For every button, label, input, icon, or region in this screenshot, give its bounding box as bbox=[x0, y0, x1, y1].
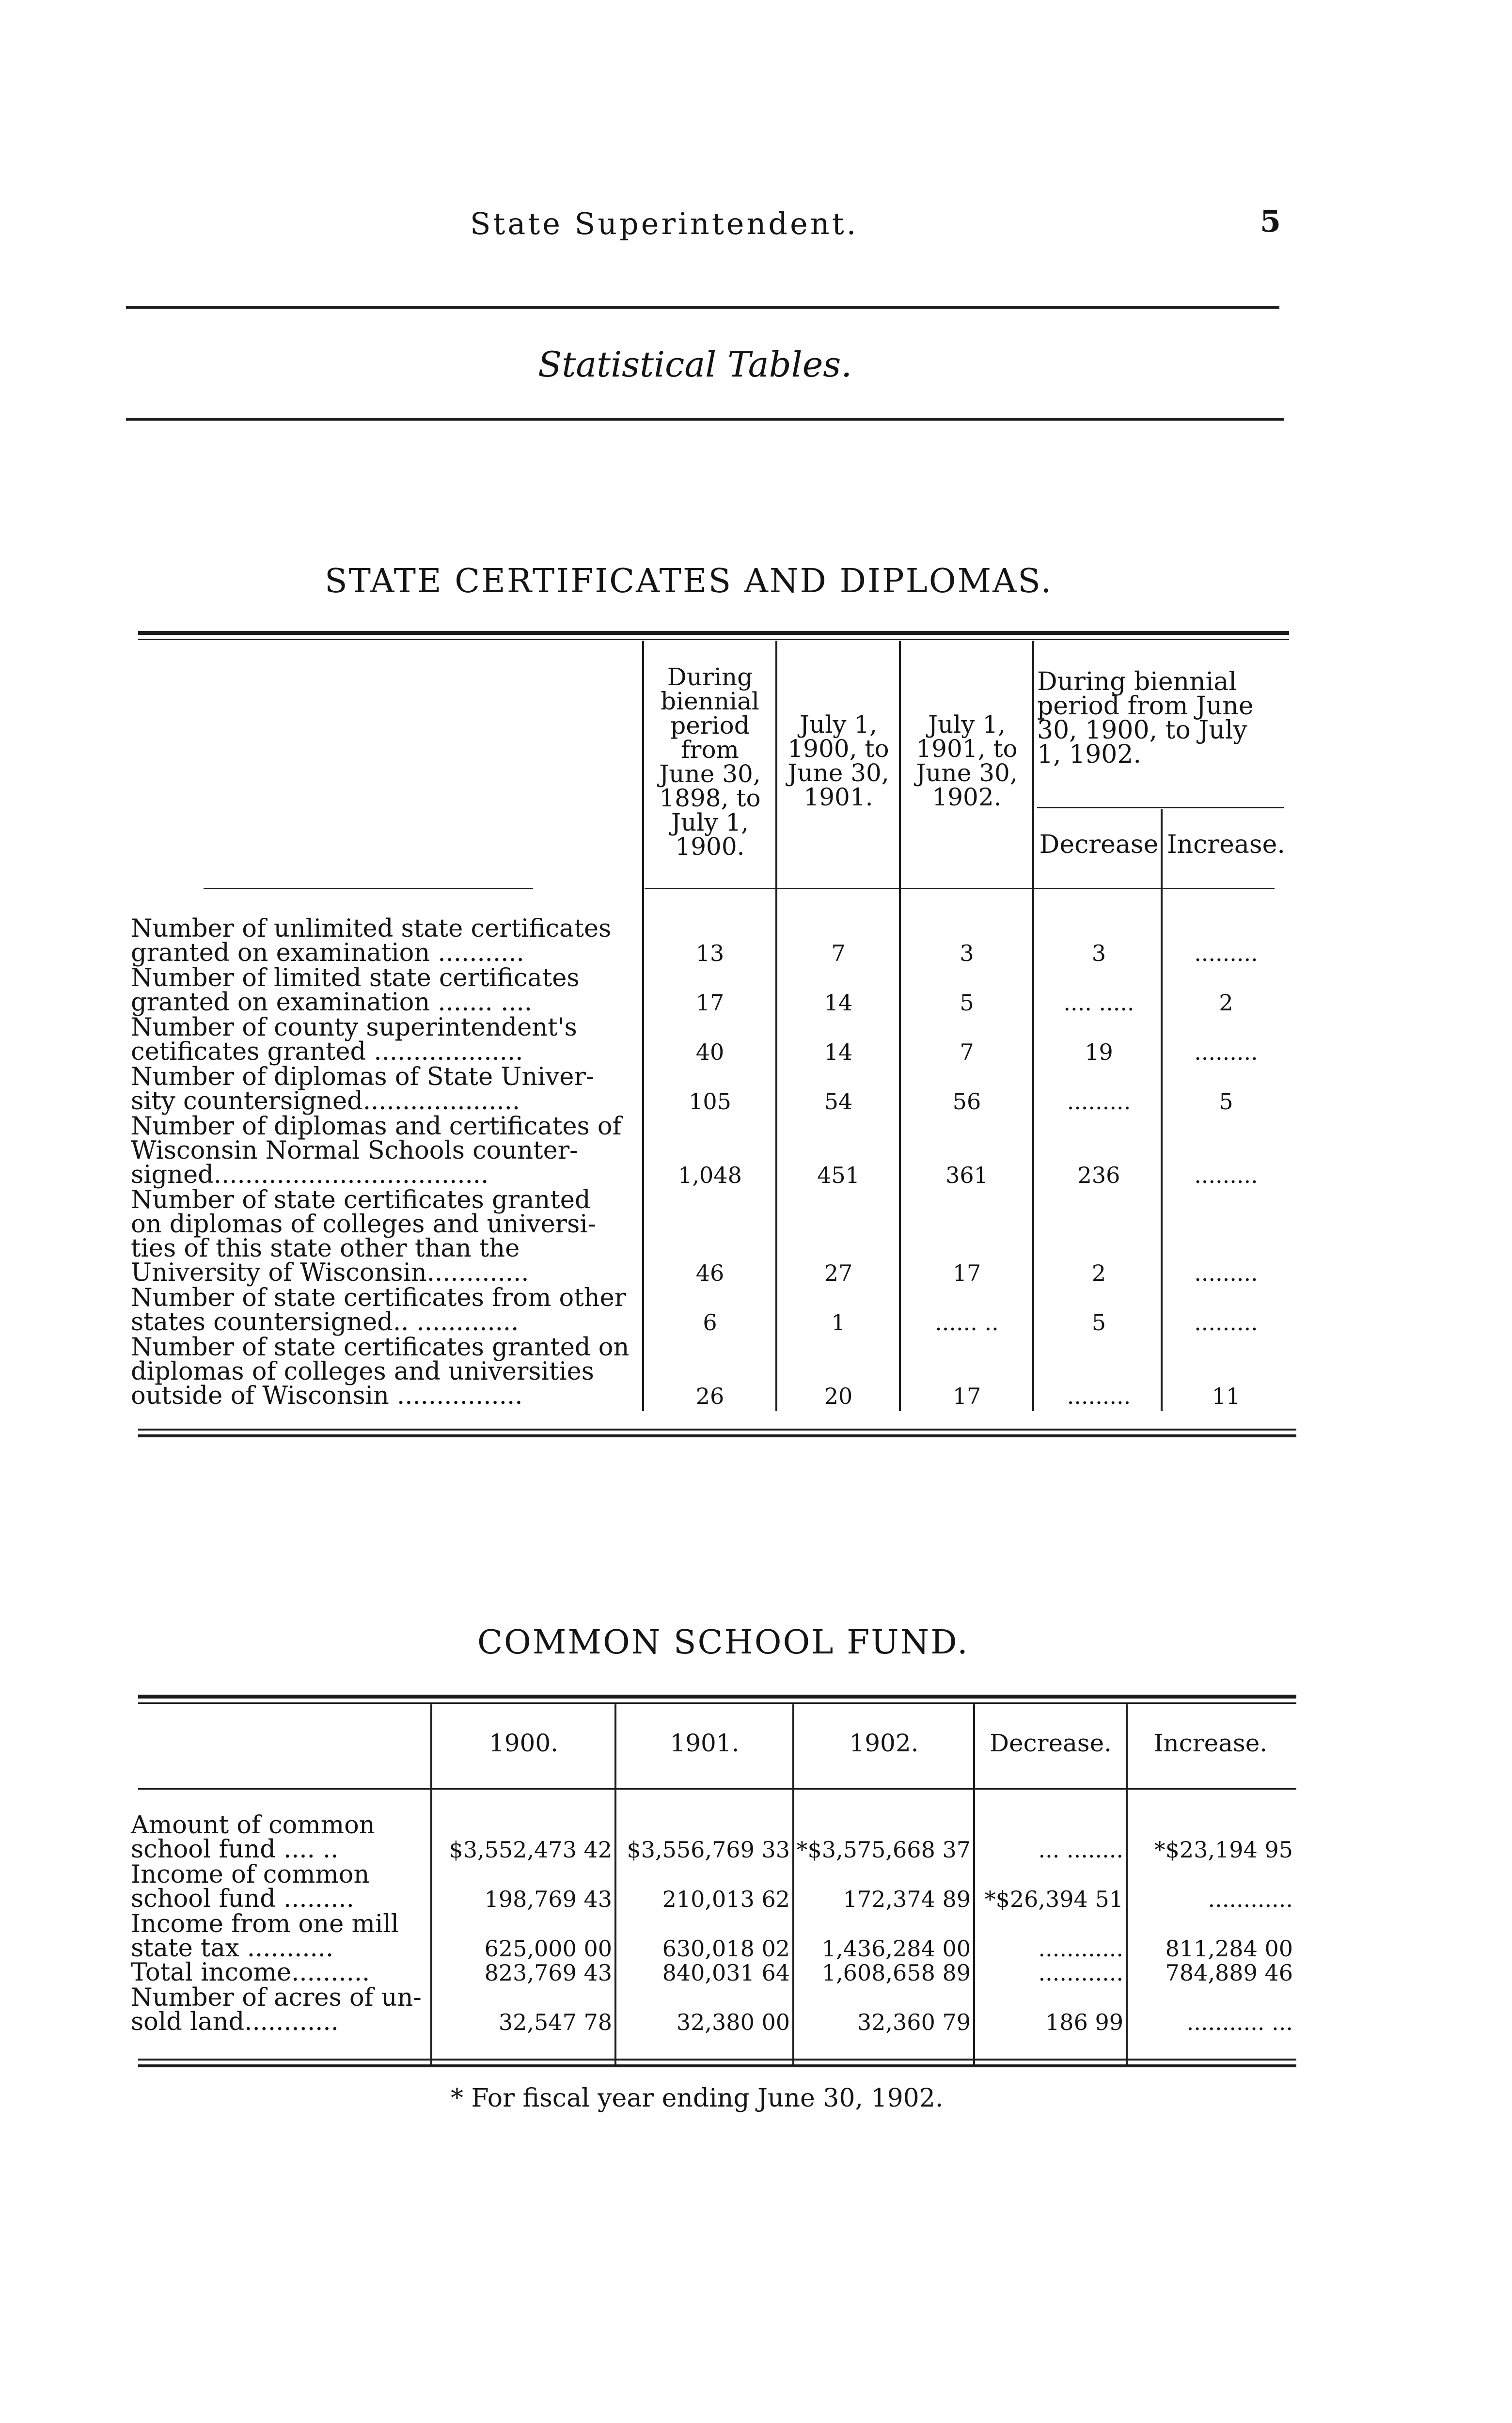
cert-vline-3 bbox=[899, 641, 901, 1411]
fund-row-label: Number of acres of un- sold land............ bbox=[131, 1983, 422, 2036]
cert-cell-c2: 14 bbox=[824, 1039, 853, 1065]
fund-vline-5 bbox=[1126, 1704, 1128, 2065]
cert-cell-decrease: 236 bbox=[1077, 1162, 1120, 1188]
cert-cell-increase: ......... bbox=[1194, 940, 1258, 966]
cert-cell-c2: 7 bbox=[831, 940, 846, 966]
fund-vline-1 bbox=[430, 1704, 432, 2065]
cert-cell-increase: ......... bbox=[1194, 1309, 1258, 1336]
fund-cell-1901: 210,013 62 bbox=[662, 1886, 790, 1912]
cert-col-header-increase: Increase. bbox=[1167, 830, 1285, 859]
fund-head-rule bbox=[138, 1788, 1296, 1790]
fund-cell-1901: 840,031 64 bbox=[662, 1960, 790, 1986]
cert-col-header-1898-1900: During biennial period from June 30, 1898, to July 1, 1900. bbox=[659, 663, 761, 861]
fund-cell-decrease: *$26,394 51 bbox=[984, 1886, 1123, 1912]
fund-row-label: Total income.......... bbox=[131, 1958, 370, 1987]
section-rule bbox=[126, 418, 1284, 421]
fund-col-header-decrease: Decrease. bbox=[989, 1729, 1112, 1757]
fund-cell-increase: 811,284 00 bbox=[1165, 1935, 1293, 1962]
cert-row-label: Number of limited state certificates granted on examination ....... .... bbox=[131, 964, 580, 1017]
cert-row-label: Number of county superintendent's cetificates granted ................... bbox=[131, 1013, 577, 1066]
fund-row-label: Income of common school fund ......... bbox=[131, 1860, 370, 1913]
cert-cell-decrease: .... ..... bbox=[1063, 990, 1134, 1016]
cert-vline-2 bbox=[775, 641, 777, 1411]
cert-vline-4 bbox=[1032, 641, 1034, 1411]
fund-cell-increase: *$23,194 95 bbox=[1154, 1837, 1293, 1863]
cert-head-rule-b bbox=[645, 888, 1275, 889]
cert-cell-c1: 105 bbox=[689, 1088, 731, 1115]
cert-col-header-1901-1902: July 1, 1901, to June 30, 1902. bbox=[916, 710, 1018, 811]
fund-cell-1902: 32,360 79 bbox=[857, 2009, 971, 2035]
fund-vline-4 bbox=[973, 1704, 975, 2065]
cert-cell-c3: 5 bbox=[960, 990, 974, 1016]
fund-cell-1900: 823,769 43 bbox=[484, 1960, 612, 1986]
fund-cell-1901: 630,018 02 bbox=[662, 1935, 790, 1962]
cert-col-header-biennial: During biennial period from June 30, 1900, to July 1, 1902. bbox=[1037, 667, 1254, 769]
cert-cell-increase: ......... bbox=[1194, 1162, 1258, 1188]
cert-group-rule bbox=[1037, 807, 1284, 808]
cert-cell-decrease: 19 bbox=[1085, 1039, 1113, 1065]
cert-cell-increase: ......... bbox=[1194, 1260, 1258, 1286]
cert-cell-decrease: 2 bbox=[1091, 1260, 1106, 1286]
fund-cell-1900: 198,769 43 bbox=[484, 1886, 612, 1912]
cert-cell-c1: 40 bbox=[695, 1039, 724, 1065]
cert-head-rule-a bbox=[204, 888, 533, 889]
cert-cell-c1: 6 bbox=[703, 1309, 717, 1336]
fund-cell-1900: 32,547 78 bbox=[498, 2009, 612, 2035]
fund-cell-1900: $3,552,473 42 bbox=[449, 1837, 612, 1863]
fund-vline-3 bbox=[792, 1704, 794, 2065]
cert-col-header-1900-1901: July 1, 1900, to June 30, 1901. bbox=[788, 710, 889, 811]
fund-footnote: * For fiscal year ending June 30, 1902. bbox=[451, 2084, 944, 2113]
fund-bottom-rule bbox=[138, 2059, 1296, 2061]
cert-cell-c3: 7 bbox=[960, 1039, 974, 1065]
fund-cell-decrease: ............ bbox=[1038, 1960, 1123, 1986]
fund-vline-2 bbox=[614, 1704, 616, 2065]
cert-cell-increase: ......... bbox=[1194, 1039, 1258, 1065]
cert-cell-c3: 17 bbox=[952, 1383, 981, 1409]
cert-cell-c2: 54 bbox=[824, 1088, 853, 1115]
cert-row-label: Number of state certificates granted on diplomas of colleges and universities outside of Wisconsin ................ bbox=[131, 1333, 630, 1410]
fund-col-header-1902: 1902. bbox=[849, 1729, 919, 1757]
cert-cell-c1: 46 bbox=[695, 1260, 724, 1286]
cert-cell-c1: 26 bbox=[695, 1383, 724, 1409]
cert-cell-decrease: ......... bbox=[1067, 1088, 1131, 1115]
fund-cell-increase: 784,889 46 bbox=[1165, 1960, 1293, 1986]
fund-cell-1902: 172,374 89 bbox=[843, 1886, 971, 1912]
fund-cell-decrease: ... ........ bbox=[1038, 1837, 1123, 1863]
cert-cell-c1: 13 bbox=[695, 940, 724, 966]
cert-row-label: Number of state certificates from other states countersigned.. ............. bbox=[131, 1284, 627, 1337]
fund-row-label: Amount of common school fund .... .. bbox=[131, 1811, 375, 1864]
cert-top-rule-thin bbox=[138, 639, 1289, 640]
fund-col-header-increase: Increase. bbox=[1153, 1729, 1268, 1757]
cert-cell-c3: ...... .. bbox=[935, 1309, 999, 1336]
cert-bottom-rule bbox=[138, 1429, 1296, 1431]
cert-cell-decrease: 3 bbox=[1091, 940, 1106, 966]
fund-cell-decrease: ............ bbox=[1038, 1935, 1123, 1962]
cert-cell-c2: 14 bbox=[824, 990, 853, 1016]
cert-cell-c2: 27 bbox=[824, 1260, 853, 1286]
fund-cell-increase: ............ bbox=[1208, 1886, 1293, 1912]
fund-row-label: Income from one mill state tax ........... bbox=[131, 1910, 399, 1963]
fund-bottom-rule-thick bbox=[138, 2064, 1296, 2067]
fund-cell-1902: 1,436,284 00 bbox=[821, 1935, 971, 1962]
cert-row-label: Number of unlimited state certificates granted on examination ........... bbox=[131, 914, 612, 967]
cert-cell-increase: 11 bbox=[1212, 1383, 1241, 1409]
fund-cell-1900: 625,000 00 bbox=[484, 1935, 612, 1962]
cert-row-label: Number of state certificates granted on diplomas of colleges and universi- ties of this state other than the University of Wisconsin............. bbox=[131, 1186, 596, 1287]
cert-cell-c2: 20 bbox=[824, 1383, 853, 1409]
fund-top-rule bbox=[138, 1695, 1296, 1699]
cert-cell-c3: 361 bbox=[945, 1162, 988, 1188]
cert-vline-5 bbox=[1161, 809, 1163, 1411]
fund-col-header-1900: 1900. bbox=[488, 1729, 559, 1757]
cert-cell-increase: 2 bbox=[1219, 990, 1233, 1016]
fund-cell-1902: *$3,575,668 37 bbox=[796, 1837, 971, 1863]
cert-cell-c3: 3 bbox=[960, 940, 974, 966]
fund-cell-increase: ........... ... bbox=[1186, 2009, 1293, 2035]
section-title: Statistical Tables. bbox=[538, 344, 852, 385]
cert-cell-c2: 1 bbox=[831, 1309, 846, 1336]
cert-row-label: Number of diplomas of State Univer- sity countersigned.................... bbox=[131, 1063, 595, 1116]
cert-cell-c3: 17 bbox=[952, 1260, 981, 1286]
cert-cell-c1: 1,048 bbox=[678, 1162, 742, 1188]
cert-vline-1 bbox=[642, 641, 644, 1411]
fund-cell-decrease: 186 99 bbox=[1045, 2009, 1123, 2035]
fund-cell-1901: 32,380 00 bbox=[676, 2009, 790, 2035]
cert-cell-c1: 17 bbox=[695, 990, 724, 1016]
cert-cell-c2: 451 bbox=[817, 1162, 860, 1188]
cert-row-label: Number of diplomas and certificates of Wisconsin Normal Schools counter- signed................................... bbox=[131, 1112, 622, 1189]
running-head: State Superintendent. bbox=[470, 206, 859, 241]
cert-cell-c3: 56 bbox=[952, 1088, 981, 1115]
cert-bottom-rule-thick bbox=[138, 1434, 1296, 1437]
fund-cell-1902: 1,608,658 89 bbox=[821, 1960, 971, 1986]
fund-cell-1901: $3,556,769 33 bbox=[627, 1837, 790, 1863]
fund-top-rule-thin bbox=[138, 1702, 1296, 1704]
cert-top-rule bbox=[138, 631, 1289, 635]
cert-cell-decrease: ......... bbox=[1067, 1383, 1131, 1409]
cert-cell-decrease: 5 bbox=[1091, 1309, 1106, 1336]
top-rule bbox=[126, 306, 1279, 309]
fund-title: COMMON SCHOOL FUND. bbox=[477, 1623, 969, 1662]
certificates-title: STATE CERTIFICATES AND DIPLOMAS. bbox=[325, 562, 1053, 600]
cert-col-header-decrease: Decrease bbox=[1039, 830, 1159, 859]
fund-col-header-1901: 1901. bbox=[670, 1729, 740, 1757]
cert-cell-increase: 5 bbox=[1219, 1088, 1233, 1115]
page-number: 5 bbox=[1260, 204, 1281, 239]
